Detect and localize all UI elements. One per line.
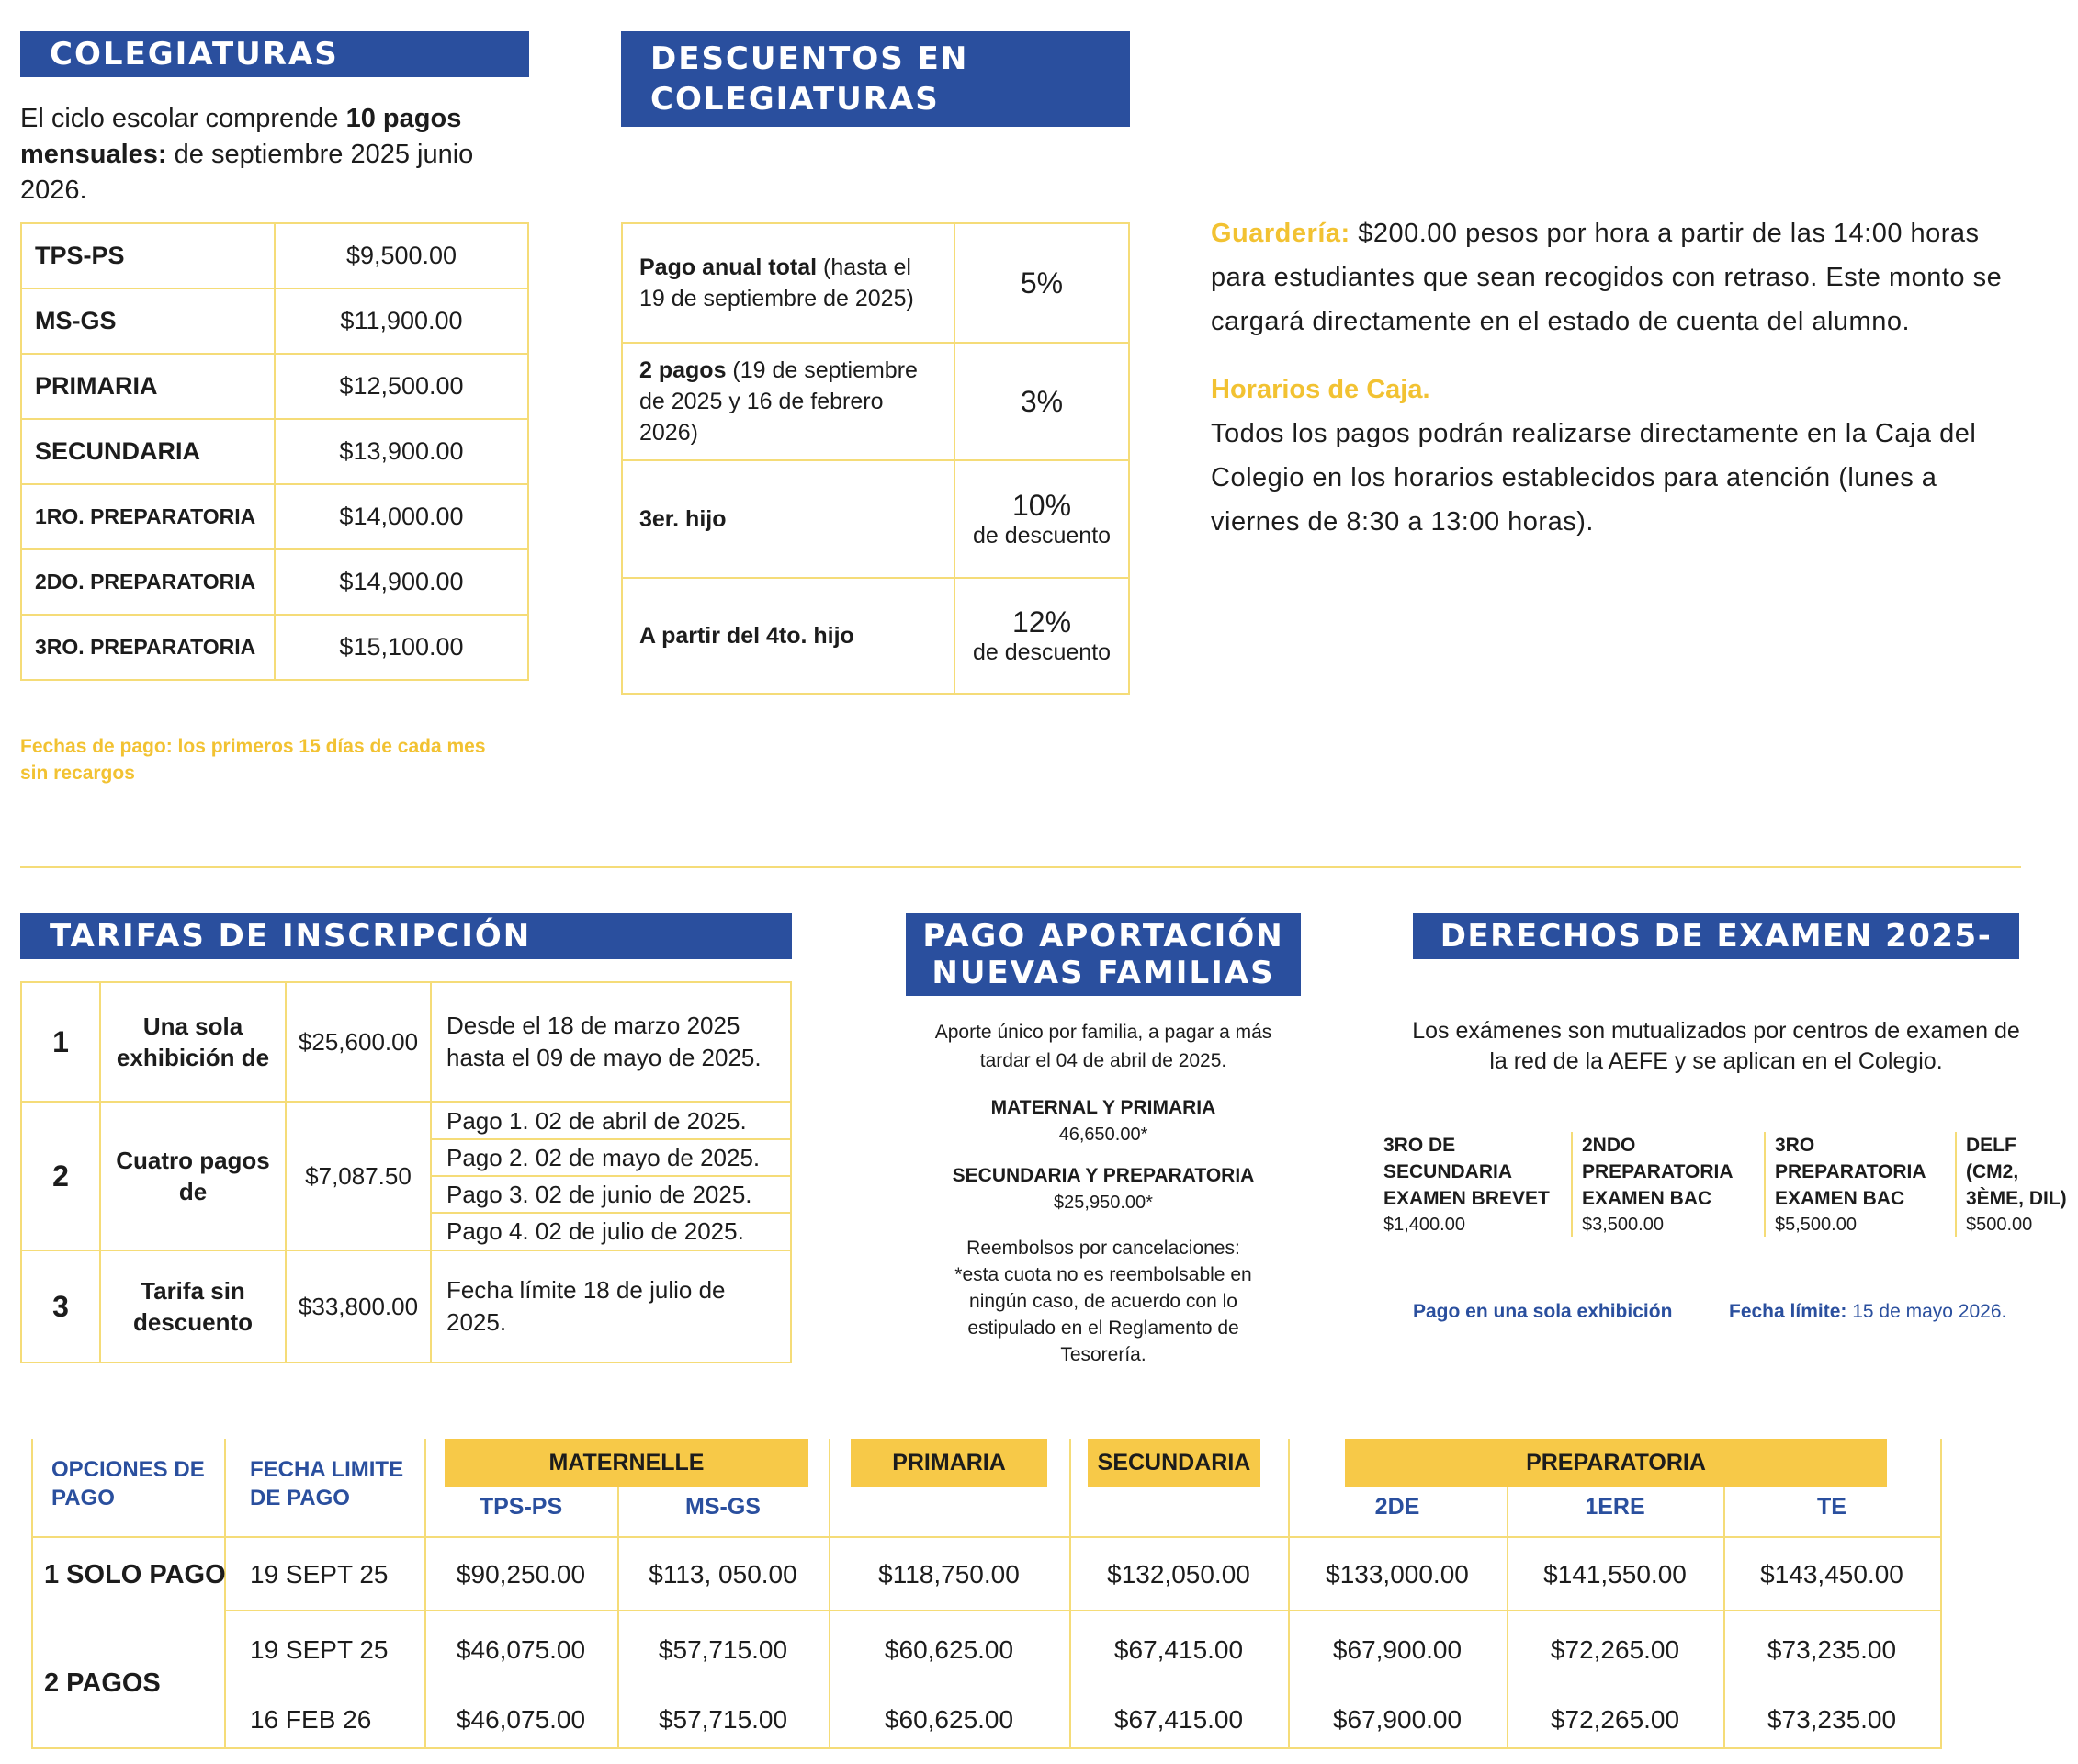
level-cell: TPS-PS: [21, 223, 275, 288]
descuento-pct-sub: de descuento: [972, 523, 1112, 548]
descuento-label-bold: 3er. hijo: [639, 506, 727, 532]
examen-item: [1775, 1132, 1949, 1238]
aportacion-title-line2: NUEVAS FAMILIAS: [932, 955, 1275, 991]
inscripcion-details: [431, 1102, 791, 1250]
guarderia-body: $200.00 pesos por hora a partir de las 14:00 horas para estudiantes que sean recogidos con retraso. Este monto se cargará directamente en el estado de cuenta del alumno.: [1211, 219, 2003, 336]
aportacion-item1-label: MATERNAL Y PRIMARIA: [990, 1097, 1216, 1118]
grid-hline: [224, 1610, 1942, 1611]
descuento-label-bold: A partir del 4to. hijo: [639, 623, 854, 649]
examen-item-amount: $5,500.00: [1775, 1215, 1857, 1235]
inscripcion-desc: Tarifa sin descuento: [100, 1250, 286, 1363]
inscripcion-title: TARIFAS DE INSCRIPCIÓN: [20, 913, 792, 959]
descuento-row: [622, 343, 1129, 460]
descuento-label-rest: (hasta el 19 de septiembre de 2025): [639, 254, 914, 311]
col-subheader: 2DE: [1374, 1494, 1420, 1520]
colegiaturas-table: [20, 222, 529, 681]
payment-amount: $67,900.00: [1332, 1635, 1463, 1664]
descuento-row: [622, 223, 1129, 343]
payment-deadline: 19 SEPT 25: [250, 1635, 389, 1664]
aportacion-reembolso: Reembolsos por cancelaciones: *esta cuota no es reembolsable en ningún caso, de acuerdo con lo estipulado en el Reglamento de Tesorería.: [954, 1238, 1252, 1365]
examen-item-label: 2NDO PREPARATORIA EXAMEN BAC: [1582, 1135, 1733, 1209]
examen-item-amount: $500.00: [1966, 1215, 2033, 1235]
inscripcion-row: [21, 1102, 791, 1250]
payment-amount: $72,265.00: [1550, 1705, 1680, 1734]
examen-item: [1966, 1132, 2072, 1238]
examen-pago-text: Pago en una sola exhibición: [1413, 1301, 1673, 1322]
descuentos-title-line1: DESCUENTOS EN: [650, 40, 969, 77]
descuento-row: [622, 578, 1129, 694]
payment-amount: $132,050.00: [1107, 1560, 1250, 1589]
col-header-opciones: OPCIONES DE PAGO: [51, 1457, 205, 1510]
maternelle-header: MATERNELLE: [445, 1439, 808, 1487]
aportacion-item2-label: SECUNDARIA Y PREPARATORIA: [952, 1165, 1255, 1186]
inscripcion-details: [431, 982, 791, 1102]
payment-amount: $67,415.00: [1113, 1705, 1244, 1734]
descuento-label-cell: [622, 578, 954, 694]
grid-hline: [31, 1747, 1942, 1749]
descuento-pct: 3%: [1020, 384, 1064, 418]
colegiaturas-row: [21, 354, 528, 419]
col-header-fecha: FECHA LIMITE DE PAGO: [250, 1457, 404, 1510]
payment-amount: $72,265.00: [1550, 1635, 1680, 1664]
inscripcion-payment-line: Pago 1. 02 de abril de 2025.: [432, 1103, 790, 1140]
payment-amount: $143,450.00: [1760, 1560, 1903, 1589]
col-subheader: 1ERE: [1585, 1494, 1645, 1520]
descuento-label-bold: Pago anual total: [639, 254, 818, 280]
payment-amount: $57,715.00: [658, 1705, 788, 1734]
payment-amount: $133,000.00: [1326, 1560, 1469, 1589]
amount-cell: $13,900.00: [275, 419, 528, 484]
descuento-label-bold: 2 pagos: [639, 357, 727, 383]
caja-label: Horarios de Caja.: [1211, 375, 1430, 404]
inscripcion-detail-text: Desde el 18 de marzo 2025 hasta el 09 de mayo de 2025.: [446, 1012, 762, 1071]
inscripcion-row: [21, 1250, 791, 1363]
intro-text-end: de septiembre 2025 junio 2026.: [20, 140, 474, 205]
payment-amount: $118,750.00: [878, 1560, 1020, 1589]
payment-amount: $67,900.00: [1332, 1705, 1463, 1734]
inscripcion-details: [431, 1250, 791, 1363]
section-divider: [20, 866, 2021, 868]
primaria-header: PRIMARIA: [851, 1439, 1047, 1487]
descuento-row: [622, 460, 1129, 578]
amount-cell: $14,000.00: [275, 484, 528, 549]
examen-item-label: 3RO DE SECUNDARIA EXAMEN BREVET: [1383, 1135, 1550, 1209]
payment-amount: $90,250.00: [456, 1560, 586, 1589]
inscripcion-num: 3: [21, 1250, 100, 1363]
amount-cell: $14,900.00: [275, 549, 528, 615]
col-subheader: TPS-PS: [479, 1494, 563, 1520]
examen-title: DERECHOS DE EXAMEN 2025-2026: [1413, 913, 2019, 959]
inscripcion-table: [20, 981, 792, 1363]
inscripcion-payment-line: Pago 3. 02 de junio de 2025.: [432, 1177, 790, 1214]
payment-amount: $73,235.00: [1767, 1635, 1897, 1664]
aportacion-item2-amount: $25,950.00*: [1054, 1193, 1153, 1213]
preparatoria-header: PREPARATORIA: [1345, 1439, 1887, 1487]
examen-divider: [1764, 1132, 1766, 1237]
col-subheader: MS-GS: [685, 1494, 761, 1520]
examen-intro: Los exámenes son mutualizados por centros de examen de la red de la AEFE y se aplican en el Colegio.: [1412, 1018, 2020, 1074]
payment-dates-note: Fechas de pago: los primeros 15 días de cada mes sin recargos: [20, 736, 486, 784]
guarderia-label: Guardería:: [1211, 219, 1350, 248]
payment-amount: $60,625.00: [884, 1635, 1014, 1664]
payment-amount: $67,415.00: [1113, 1635, 1244, 1664]
payment-amount: $57,715.00: [658, 1635, 788, 1664]
payment-deadline: 16 FEB 26: [250, 1705, 372, 1734]
inscripcion-num: 2: [21, 1102, 100, 1250]
colegiaturas-row: [21, 484, 528, 549]
descuentos-title-line2: COLEGIATURAS: [650, 81, 940, 118]
examen-item-label: 3RO PREPARATORIA EXAMEN BAC: [1775, 1135, 1926, 1209]
inscripcion-payment-line: Pago 2. 02 de mayo de 2025.: [432, 1140, 790, 1177]
descuento-pct-sub: de descuento: [972, 639, 1112, 665]
descuento-label-cell: [622, 460, 954, 578]
col-subheader: TE: [1817, 1494, 1846, 1520]
amount-cell: $15,100.00: [275, 615, 528, 680]
descuento-pct-cell: [954, 223, 1129, 343]
colegiaturas-title: COLEGIATURAS: [20, 31, 529, 77]
descuento-pct-cell: [954, 460, 1129, 578]
payment-amount: $141,550.00: [1543, 1560, 1687, 1589]
payment-option-label: 1 SOLO PAGO: [44, 1560, 226, 1589]
examen-item: [1582, 1132, 1756, 1238]
inscripcion-desc: Una sola exhibición de: [100, 982, 286, 1102]
aportacion-title: [906, 913, 1301, 996]
aportacion-title-line1: PAGO APORTACIÓN: [922, 918, 1284, 955]
examen-divider: [1955, 1132, 1957, 1237]
examen-fecha-value: 15 de mayo 2026.: [1846, 1301, 2007, 1322]
descuento-pct: 12%: [1011, 605, 1072, 639]
grid-vline: [31, 1439, 33, 1749]
descuento-label-cell: [622, 343, 954, 460]
level-cell: PRIMARIA: [21, 354, 275, 419]
payment-amount: $113, 050.00: [649, 1560, 797, 1589]
inscripcion-detail-text: Fecha límite 18 de julio de 2025.: [446, 1276, 726, 1336]
colegiaturas-row: [21, 549, 528, 615]
amount-cell: $9,500.00: [275, 223, 528, 288]
level-cell: 3RO. PREPARATORIA: [21, 615, 275, 680]
descuento-label-rest: (19 de septiembre de 2025 y 16 de febrero 2026): [639, 357, 918, 446]
payment-deadline: 19 SEPT 25: [250, 1560, 389, 1589]
level-cell: 2DO. PREPARATORIA: [21, 549, 275, 615]
colegiaturas-row: [21, 223, 528, 288]
inscripcion-payment-line: Pago 4. 02 de julio de 2025.: [446, 1217, 744, 1245]
colegiaturas-row: [21, 288, 528, 354]
examen-item-label: DELF (CM2, 3ÈME, DIL): [1966, 1135, 2067, 1209]
inscripcion-amount: $7,087.50: [286, 1102, 431, 1250]
descuento-pct-cell: [954, 578, 1129, 694]
inscripcion-amount: $25,600.00: [286, 982, 431, 1102]
payment-amount: $73,235.00: [1767, 1705, 1897, 1734]
descuentos-table: [621, 222, 1130, 695]
grid-hline: [31, 1536, 1942, 1538]
examen-divider: [1571, 1132, 1573, 1237]
amount-cell: $12,500.00: [275, 354, 528, 419]
payment-amount: $46,075.00: [456, 1705, 586, 1734]
aportacion-item1-amount: 46,650.00*: [1058, 1125, 1148, 1145]
descuento-pct-cell: [954, 343, 1129, 460]
examen-item-amount: $3,500.00: [1582, 1215, 1664, 1235]
grid-vline: [1940, 1439, 1942, 1749]
colegiaturas-row: [21, 615, 528, 680]
level-cell: 1RO. PREPARATORIA: [21, 484, 275, 549]
payment-amount: $60,625.00: [884, 1705, 1014, 1734]
aportacion-intro: Aporte único por familia, a pagar a más tardar el 04 de abril de 2025.: [934, 1022, 1272, 1071]
inscripcion-amount: $33,800.00: [286, 1250, 431, 1363]
inscripcion-desc: Cuatro pagos de: [100, 1102, 286, 1250]
level-cell: MS-GS: [21, 288, 275, 354]
descuentos-title: [621, 31, 1130, 127]
intro-bold: 10 pagos mensuales:: [20, 104, 462, 169]
inscripcion-row: [21, 982, 791, 1102]
secundaria-header: SECUNDARIA: [1088, 1439, 1260, 1487]
examen-item: [1383, 1132, 1558, 1238]
colegiaturas-intro: [20, 101, 498, 209]
intro-text: El ciclo escolar comprende: [20, 104, 346, 133]
inscripcion-num: 1: [21, 982, 100, 1102]
caja-text: Todos los pagos podrán realizarse directamente en la Caja del Colegio en los horarios establecidos para atención (lunes a viernes de 8:30 a 13:00 horas).: [1211, 419, 1977, 537]
amount-cell: $11,900.00: [275, 288, 528, 354]
examen-item-amount: $1,400.00: [1383, 1215, 1465, 1235]
level-cell: SECUNDARIA: [21, 419, 275, 484]
descuento-pct: 5%: [1020, 266, 1064, 300]
descuento-pct: 10%: [1011, 489, 1072, 522]
examen-fecha: [1729, 1301, 2006, 1323]
payment-option-label: 2 PAGOS: [44, 1668, 161, 1698]
examen-fecha-label: Fecha límite:: [1729, 1301, 1847, 1322]
guarderia-text: [1211, 211, 2028, 344]
descuento-label-cell: [622, 223, 954, 343]
colegiaturas-row: [21, 419, 528, 484]
payment-amount: $46,075.00: [456, 1635, 586, 1664]
grid-vline: [224, 1439, 226, 1749]
